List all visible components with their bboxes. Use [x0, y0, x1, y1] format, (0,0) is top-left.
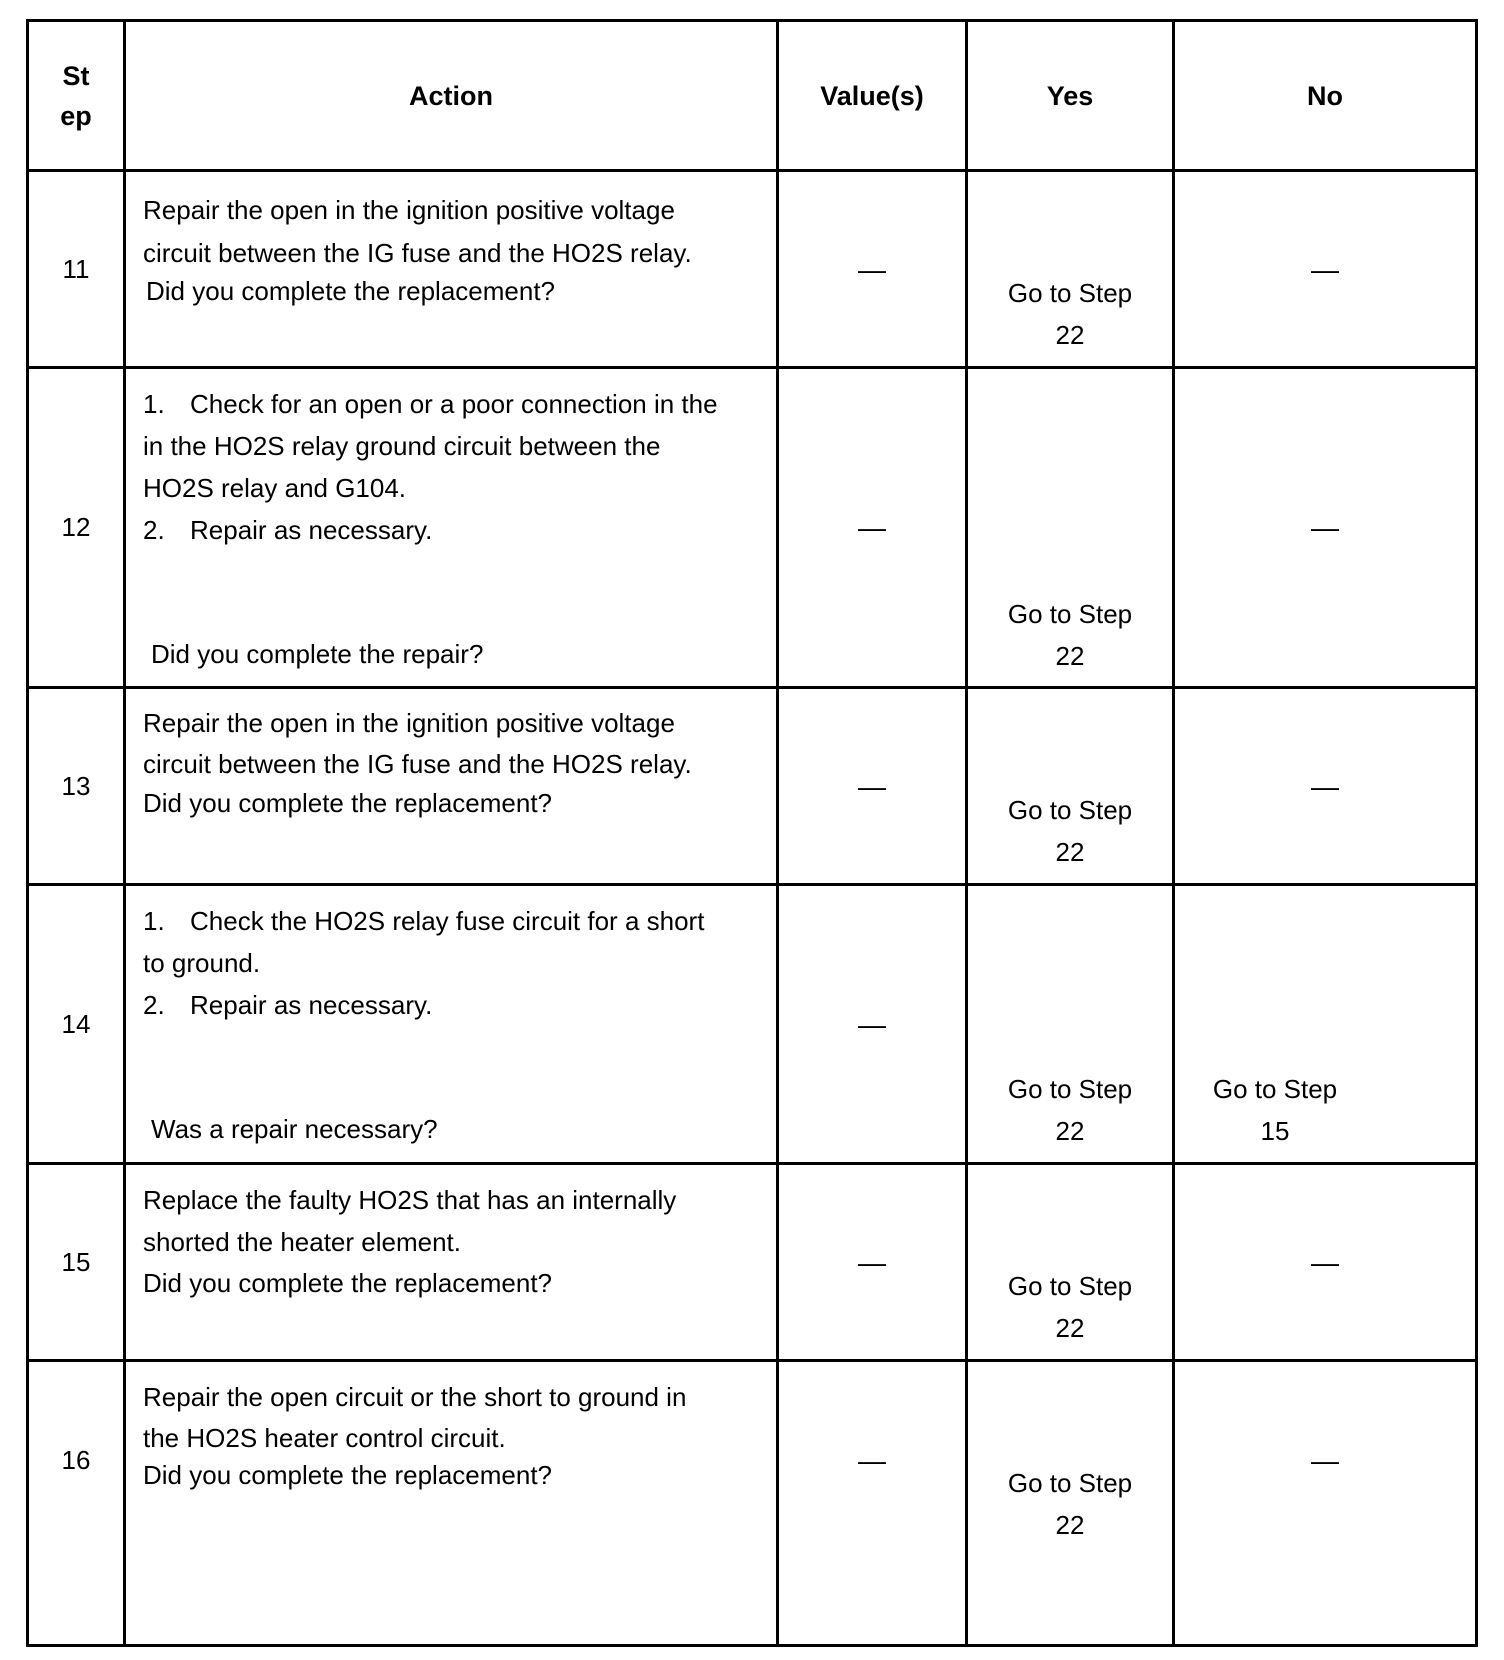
no-goto-label: Go to Step	[1212, 1074, 1338, 1104]
yes-goto-label: Go to Step	[1007, 1271, 1133, 1301]
yes-goto-label: Go to Step	[1007, 795, 1133, 825]
yes-cell	[968, 1165, 1172, 1349]
table-row	[29, 369, 1475, 689]
header-step	[29, 22, 123, 169]
action-text: Repair the open in the ignition positive voltage	[143, 195, 675, 225]
step-number: 15	[61, 1246, 91, 1277]
value-cell: —	[858, 770, 886, 802]
action-cell	[126, 1362, 776, 1492]
no-cell: —	[1311, 1445, 1339, 1476]
yes-goto-step: 22	[1055, 320, 1085, 350]
step-number: 12	[61, 512, 91, 542]
action-cell	[126, 886, 776, 1150]
list-text: Repair as necessary.	[190, 990, 433, 1020]
table-row	[29, 172, 1475, 369]
action-text: circuit between the IG fuse and the HO2S relay.	[143, 749, 692, 779]
value-cell: —	[858, 512, 886, 543]
action-text: the HO2S heater control circuit.	[143, 1423, 506, 1453]
action-text: Repair the open in the ignition positive voltage	[143, 708, 675, 738]
list-item	[143, 984, 776, 1026]
list-text: Repair as necessary.	[190, 515, 433, 545]
action-question: Did you complete the replacement?	[143, 788, 553, 818]
no-cell: —	[1311, 770, 1339, 802]
yes-cell	[968, 172, 1172, 356]
value-cell: —	[858, 1246, 886, 1278]
yes-cell	[968, 1362, 1172, 1546]
yes-goto-step: 22	[1055, 837, 1085, 867]
header-values: Value(s)	[820, 80, 924, 111]
value-cell: —	[858, 1445, 886, 1476]
value-cell: —	[858, 1008, 886, 1040]
header-step-line1: St	[62, 60, 90, 91]
action-text: shorted the heater element.	[143, 1227, 461, 1257]
yes-goto-label: Go to Step	[1007, 599, 1133, 629]
action-question: Did you complete the replacement?	[146, 276, 556, 306]
no-cell: —	[1311, 253, 1339, 285]
action-question: Did you complete the replacement?	[143, 1460, 553, 1490]
step-number: 14	[61, 1008, 91, 1039]
no-cell: —	[1311, 512, 1339, 543]
diagnostic-table	[26, 19, 1478, 1647]
action-text: Replace the faulty HO2S that has an internally	[143, 1185, 677, 1215]
list-text: Check for an open or a poor connection in the	[190, 389, 718, 419]
list-number: 1.	[143, 389, 165, 419]
list-text: to ground.	[143, 948, 261, 978]
yes-goto-label: Go to Step	[1007, 278, 1133, 308]
list-number: 2.	[143, 990, 165, 1020]
list-text: HO2S relay and G104.	[143, 473, 407, 503]
yes-cell	[968, 886, 1172, 1152]
action-question: Was a repair necessary?	[151, 1114, 438, 1144]
list-number: 1.	[143, 906, 165, 936]
table-row	[29, 1165, 1475, 1362]
step-number: 16	[61, 1445, 91, 1475]
yes-goto-step: 22	[1055, 1510, 1085, 1540]
list-item	[143, 509, 776, 551]
action-cell	[126, 369, 776, 675]
table-row	[29, 886, 1475, 1165]
action-question: Did you complete the repair?	[151, 639, 484, 669]
action-text: Repair the open circuit or the short to ground in	[143, 1382, 687, 1412]
action-text: circuit between the IG fuse and the HO2S relay.	[143, 238, 692, 268]
yes-goto-step: 22	[1055, 1116, 1085, 1146]
no-goto-step: 15	[1260, 1116, 1290, 1146]
yes-goto-label: Go to Step	[1007, 1074, 1133, 1104]
list-item	[143, 383, 776, 425]
no-cell	[1175, 886, 1375, 1152]
list-text: Check the HO2S relay fuse circuit for a short	[190, 906, 705, 936]
yes-goto-step: 22	[1055, 1313, 1085, 1343]
list-number: 2.	[143, 515, 165, 545]
header-step-line2: ep	[60, 100, 92, 131]
yes-cell	[968, 689, 1172, 873]
header-no: No	[1307, 80, 1343, 111]
action-question: Did you complete the replacement?	[143, 1268, 553, 1298]
table-row	[29, 1362, 1475, 1644]
list-item	[143, 900, 776, 942]
table-header	[29, 22, 1475, 172]
action-cell	[126, 689, 776, 822]
action-cell	[126, 1165, 776, 1303]
step-number: 11	[62, 253, 90, 284]
step-number: 13	[61, 770, 91, 801]
value-cell: —	[858, 253, 886, 285]
table-row	[29, 689, 1475, 886]
yes-goto-step: 22	[1055, 641, 1085, 671]
header-action: Action	[409, 80, 493, 111]
list-text: in the HO2S relay ground circuit between the	[143, 431, 661, 461]
no-cell: —	[1311, 1246, 1339, 1278]
header-yes: Yes	[1046, 80, 1094, 111]
action-cell	[126, 172, 776, 309]
yes-cell	[968, 369, 1172, 677]
yes-goto-label: Go to Step	[1007, 1468, 1133, 1498]
